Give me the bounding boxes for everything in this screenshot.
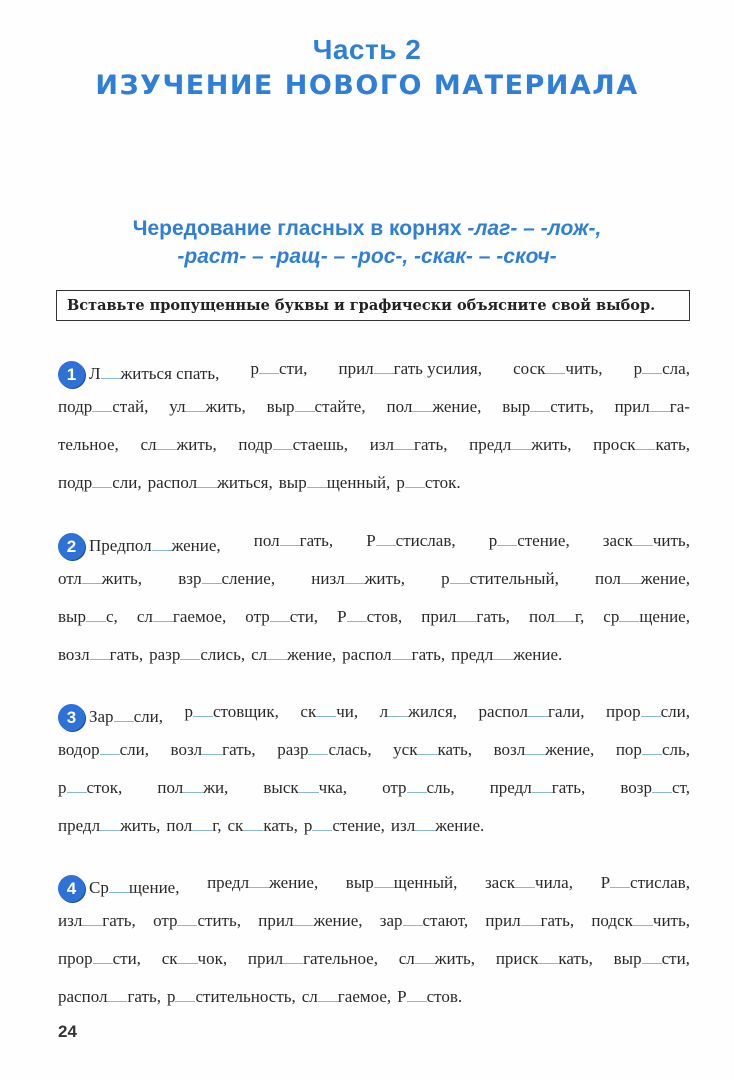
missing-letter-blank[interactable] <box>295 393 315 412</box>
exercise-word: Зар сли, <box>89 703 163 731</box>
missing-letter-blank[interactable] <box>525 736 545 755</box>
missing-letter-blank[interactable] <box>197 469 217 488</box>
missing-letter-blank[interactable] <box>610 869 630 888</box>
missing-letter-blank[interactable] <box>652 774 672 793</box>
missing-letter-blank[interactable] <box>619 603 639 622</box>
missing-letter-blank[interactable] <box>175 983 195 1002</box>
missing-letter-blank[interactable] <box>497 527 517 546</box>
topic-roots-2: -раст- – -ращ- – -рос-, -скак- – -скоч- <box>177 245 557 268</box>
exercise-word: Предпол жение, <box>89 532 221 560</box>
missing-letter-blank[interactable] <box>545 355 565 374</box>
exercise-word: разр слись, <box>149 641 245 679</box>
missing-letter-blank[interactable] <box>283 945 303 964</box>
exercise-line <box>58 698 690 736</box>
missing-letter-blank[interactable] <box>374 869 394 888</box>
exercise-word: водор сли, <box>58 736 149 774</box>
exercise-number-badge: 3 <box>58 704 85 731</box>
exercise-word: прил гать усилия, <box>338 355 482 393</box>
exercise-line <box>58 469 690 507</box>
exercise-word: сл гаемое, <box>137 603 226 641</box>
part-heading: Часть 2 <box>312 34 422 65</box>
missing-letter-blank[interactable] <box>86 603 106 622</box>
missing-letter-blank[interactable] <box>532 774 552 793</box>
exercise-word: р сла, <box>634 355 690 393</box>
exercise-word: р сток, <box>58 774 122 812</box>
missing-letter-blank[interactable] <box>193 698 213 717</box>
missing-letter-blank[interactable] <box>642 355 662 374</box>
exercise-word: низл жить, <box>311 565 405 603</box>
missing-letter-blank[interactable] <box>183 774 203 793</box>
missing-letter-blank[interactable] <box>388 698 408 717</box>
exercise-word: выр стить, <box>502 393 593 431</box>
missing-letter-blank[interactable] <box>511 431 531 450</box>
missing-letter-blank[interactable] <box>192 812 212 831</box>
missing-letter-blank[interactable] <box>293 907 313 926</box>
exercise-3 <box>58 698 690 850</box>
missing-letter-blank[interactable] <box>93 945 113 964</box>
exercise-word: прил жение, <box>258 907 362 945</box>
exercise-word: р сток. <box>396 469 460 507</box>
exercise-word: взр сление, <box>178 565 275 603</box>
missing-letter-blank[interactable] <box>417 736 437 755</box>
missing-letter-blank[interactable] <box>273 431 293 450</box>
missing-letter-blank[interactable] <box>243 812 263 831</box>
missing-letter-blank[interactable] <box>299 774 319 793</box>
exercise-word: прил гательное, <box>248 945 378 983</box>
missing-letter-blank[interactable] <box>450 565 470 584</box>
exercise-word: ск чи, <box>300 698 358 736</box>
missing-letter-blank[interactable] <box>82 907 102 926</box>
missing-letter-blank[interactable] <box>202 736 222 755</box>
exercise-word: пол жение, <box>595 565 690 603</box>
exercise-line <box>58 945 690 983</box>
exercise-word: распол гали, <box>479 698 585 736</box>
exercise-line <box>58 812 690 850</box>
exercise-word: возл гать, <box>171 736 256 774</box>
exercise-word: р стение, <box>489 527 570 565</box>
exercise-number-badge: 2 <box>58 533 85 560</box>
missing-letter-blank[interactable] <box>530 393 550 412</box>
missing-letter-blank[interactable] <box>633 907 653 926</box>
exercise-word: изл гать, <box>370 431 448 469</box>
exercise-word: зар стают, <box>380 907 468 945</box>
missing-letter-blank[interactable] <box>650 393 670 412</box>
exercise-word: ср щение, <box>603 603 690 641</box>
page-number: 24 <box>58 1022 77 1041</box>
exercise-word: предл жение, <box>207 869 318 907</box>
missing-letter-blank[interactable] <box>109 874 129 893</box>
topic-heading <box>0 215 734 271</box>
exercise-word: сл жить, <box>399 945 475 983</box>
exercise-line <box>58 431 690 469</box>
exercise-word: Л житься спать, <box>89 360 219 388</box>
exercise-line <box>58 869 690 907</box>
missing-letter-blank[interactable] <box>101 360 121 379</box>
exercise-word: выр с, <box>58 603 118 641</box>
missing-letter-blank[interactable] <box>405 469 425 488</box>
exercise-word: Р стислав, <box>601 869 690 907</box>
exercise-start <box>58 698 163 736</box>
exercise-word: р стительный, <box>441 565 559 603</box>
missing-letter-blank[interactable] <box>249 869 269 888</box>
exercise-word: пол жи, <box>157 774 228 812</box>
exercise-word: распол гать, <box>58 983 161 1021</box>
exercise-word: проск кать, <box>593 431 690 469</box>
missing-letter-blank[interactable] <box>100 812 120 831</box>
exercise-word: распол гать, <box>342 641 445 679</box>
exercise-word: р стовщик, <box>184 698 278 736</box>
missing-letter-blank[interactable] <box>308 736 328 755</box>
missing-letter-blank[interactable] <box>642 736 662 755</box>
exercise-line <box>58 527 690 565</box>
missing-letter-blank[interactable] <box>621 565 641 584</box>
exercise-word: отл жить, <box>58 565 142 603</box>
topic-roots-1: -лаг- – -лож-, <box>467 217 602 240</box>
missing-letter-blank[interactable] <box>307 469 327 488</box>
missing-letter-blank[interactable] <box>90 641 110 660</box>
exercise-line <box>58 603 690 641</box>
exercise-word: тельное, <box>58 435 119 454</box>
exercise-word: возл гать, <box>58 641 143 679</box>
exercise-word: ск кать, <box>228 812 298 850</box>
exercise-start <box>58 869 179 907</box>
exercise-word: предл жить, <box>58 812 160 850</box>
exercise-2 <box>58 527 690 679</box>
missing-letter-blank[interactable] <box>642 945 662 964</box>
exercise-word: пор сль, <box>616 736 690 774</box>
exercise-word: ск чок, <box>162 945 227 983</box>
exercise-word: предл жение. <box>451 641 562 679</box>
missing-letter-blank[interactable] <box>374 355 394 374</box>
exercise-number-badge: 4 <box>58 875 85 902</box>
exercise-word: прор сти, <box>58 945 141 983</box>
missing-letter-blank[interactable] <box>267 641 287 660</box>
exercise-line <box>58 907 690 945</box>
missing-letter-blank[interactable] <box>152 532 172 551</box>
exercise-word: выр стайте, <box>267 393 366 431</box>
exercise-word: отр сти, <box>245 603 318 641</box>
missing-letter-blank[interactable] <box>202 565 222 584</box>
exercise-word: отр сль, <box>382 774 454 812</box>
exercise-word: выск чка, <box>263 774 347 812</box>
topic-prefix: Чередование гласных в корнях <box>132 217 468 240</box>
missing-letter-blank[interactable] <box>107 983 127 1002</box>
exercise-word: заск чила, <box>485 869 573 907</box>
exercise-word: возл жение, <box>494 736 595 774</box>
missing-letter-blank[interactable] <box>345 565 365 584</box>
missing-letter-blank[interactable] <box>415 945 435 964</box>
missing-letter-blank[interactable] <box>92 393 112 412</box>
exercise-word: пол г, <box>166 812 221 850</box>
missing-letter-blank[interactable] <box>177 907 197 926</box>
exercise-word: заск чить, <box>603 527 690 565</box>
missing-letter-blank[interactable] <box>515 869 535 888</box>
exercise-number-badge: 1 <box>58 361 85 388</box>
instruction-box: Вставьте пропущенные буквы и графически объясните свой выбор. <box>56 290 690 321</box>
exercise-line <box>58 565 690 603</box>
exercise-word: изл гать, <box>58 907 136 945</box>
exercise-line <box>58 774 690 812</box>
missing-letter-blank[interactable] <box>259 355 279 374</box>
exercise-word: пол гать, <box>254 527 333 565</box>
missing-letter-blank[interactable] <box>153 603 173 622</box>
missing-letter-blank[interactable] <box>67 774 87 793</box>
missing-letter-blank[interactable] <box>178 945 198 964</box>
exercise-word: Р стов. <box>397 983 462 1021</box>
missing-letter-blank[interactable] <box>394 431 414 450</box>
exercise-word: сл гаемое, <box>302 983 391 1021</box>
exercise-word: предл жить, <box>469 431 571 469</box>
exercise-word: подск чить, <box>591 907 690 945</box>
exercise-word: уск кать, <box>393 736 472 774</box>
topic-line-1 <box>0 215 734 243</box>
exercise-word: разр слась, <box>277 736 371 774</box>
exercise-word: приск кать, <box>496 945 593 983</box>
missing-letter-blank[interactable] <box>493 641 513 660</box>
missing-letter-blank[interactable] <box>538 945 558 964</box>
missing-letter-blank[interactable] <box>180 641 200 660</box>
exercise-word: выр щенный, <box>279 469 391 507</box>
exercise-line <box>58 393 690 431</box>
exercise-word: распол житься, <box>148 469 273 507</box>
exercise-word: выр сти, <box>614 945 690 983</box>
missing-letter-blank[interactable] <box>280 527 300 546</box>
exercise-word: Р стов, <box>337 603 402 641</box>
exercise-word: пол г, <box>529 603 584 641</box>
exercise-word: выр щенный, <box>346 869 458 907</box>
exercise-word: возр ст, <box>620 774 690 812</box>
exercise-word: р сти, <box>251 355 308 393</box>
exercise-start <box>58 355 219 393</box>
exercise-word: прил га- <box>615 393 690 431</box>
exercise-word: р стение, <box>304 812 385 850</box>
missing-letter-blank[interactable] <box>392 641 412 660</box>
missing-letter-blank[interactable] <box>114 703 134 722</box>
exercise-word: пол жение, <box>386 393 481 431</box>
missing-letter-blank[interactable] <box>156 431 176 450</box>
exercise-word: р стительность, <box>167 983 296 1021</box>
missing-letter-blank[interactable] <box>185 393 205 412</box>
exercise-word: ул жить, <box>169 393 246 431</box>
missing-letter-blank[interactable] <box>635 431 655 450</box>
exercise-word: подр сли, <box>58 469 142 507</box>
topic-line-2 <box>0 243 734 271</box>
missing-letter-blank[interactable] <box>528 698 548 717</box>
exercise-word: прил гать, <box>421 603 510 641</box>
exercise-word: сл жить, <box>140 431 216 469</box>
exercise-word: л жился, <box>380 698 457 736</box>
exercise-line <box>58 736 690 774</box>
exercise-word: Р стислав, <box>366 527 455 565</box>
missing-letter-blank[interactable] <box>100 736 120 755</box>
missing-letter-blank[interactable] <box>415 812 435 831</box>
missing-letter-blank[interactable] <box>407 774 427 793</box>
exercise-1 <box>58 355 690 507</box>
exercise-word: подр стай, <box>58 393 148 431</box>
missing-letter-blank[interactable] <box>412 393 432 412</box>
exercise-line <box>58 641 690 679</box>
missing-letter-blank[interactable] <box>407 983 427 1002</box>
exercise-start <box>58 527 221 565</box>
missing-letter-blank[interactable] <box>633 527 653 546</box>
exercise-word: соск чить, <box>513 355 602 393</box>
exercise-word: сл жение, <box>251 641 336 679</box>
exercise-line <box>58 983 690 1021</box>
exercise-word: предл гать, <box>490 774 586 812</box>
exercise-line <box>58 355 690 393</box>
section-title: ИЗУЧЕНИЕ НОВОГО МАТЕРИАЛА <box>95 70 639 101</box>
missing-letter-blank[interactable] <box>82 565 102 584</box>
missing-letter-blank[interactable] <box>555 603 575 622</box>
missing-letter-blank[interactable] <box>403 907 423 926</box>
missing-letter-blank[interactable] <box>521 907 541 926</box>
missing-letter-blank[interactable] <box>318 983 338 1002</box>
missing-letter-blank[interactable] <box>92 469 112 488</box>
exercise-word: прил гать, <box>485 907 574 945</box>
exercise-4 <box>58 869 690 1021</box>
missing-letter-blank[interactable] <box>376 527 396 546</box>
missing-letter-blank[interactable] <box>312 812 332 831</box>
missing-letter-blank[interactable] <box>316 698 336 717</box>
missing-letter-blank[interactable] <box>641 698 661 717</box>
exercise-word: подр стаешь, <box>238 431 348 469</box>
missing-letter-blank[interactable] <box>456 603 476 622</box>
exercise-word: отр стить, <box>153 907 241 945</box>
exercise-word: прор сли, <box>606 698 690 736</box>
missing-letter-blank[interactable] <box>347 603 367 622</box>
exercise-word: изл жение. <box>391 812 484 850</box>
missing-letter-blank[interactable] <box>270 603 290 622</box>
exercise-word: Ср щение, <box>89 874 179 902</box>
